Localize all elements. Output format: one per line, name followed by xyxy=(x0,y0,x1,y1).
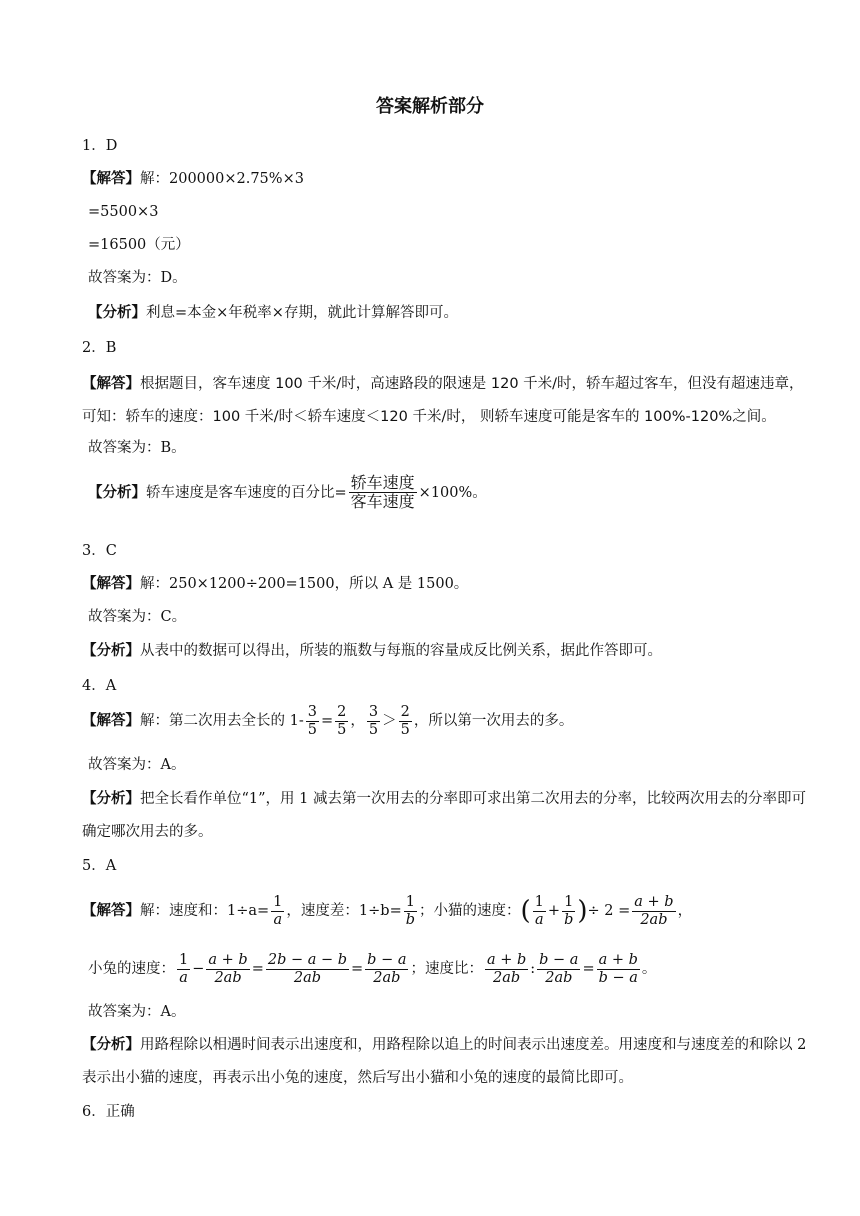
fraction-numerator: a + b xyxy=(634,894,674,910)
fraction-numerator: 2b − a − b xyxy=(267,952,348,968)
q2-solution-text: 根据题目，客车速度 100 千米/时，高速路段的限速是 120 千米/时，轿车超过客车，但没有超速违章，可知：轿车的速度：100 千米/时＜轿车速度＜120 千米/时， 则轿车速度可能是客车的 100%-120%之间。 xyxy=(82,376,804,425)
divide-by-two: ÷ 2 = xyxy=(587,903,631,920)
fraction-numerator: a + b xyxy=(486,952,527,968)
fraction-denominator: 2ab xyxy=(493,969,521,986)
q4-fraction-3 xyxy=(367,704,380,738)
fraction-denominator: a xyxy=(179,969,188,986)
comma: ， xyxy=(350,713,365,730)
q3-number: 3．C xyxy=(82,543,117,559)
q1-solution-line-1 xyxy=(82,169,304,189)
q2-solution xyxy=(82,367,812,434)
fraction-denominator: a xyxy=(534,911,544,928)
comma: ， xyxy=(677,903,693,920)
equals-sign: = xyxy=(251,961,264,978)
fraction-numerator: 1 xyxy=(273,894,283,910)
fraction-denominator: 客车速度 xyxy=(350,492,415,512)
right-paren: ) xyxy=(577,896,588,927)
q2-analysis-end: ×100%。 xyxy=(418,484,487,501)
fraction-numerator: a + b xyxy=(208,952,248,968)
q5-fraction-8 xyxy=(266,952,349,986)
equals-sign: = xyxy=(582,961,595,978)
q4-answer: 故答案为：A。 xyxy=(88,757,186,773)
equals-sign: = xyxy=(320,713,334,730)
q5-text-speed-ratio: ；速度比： xyxy=(410,961,483,978)
q1-answer: 故答案为：D。 xyxy=(88,270,187,286)
q1-number: 1．D xyxy=(82,138,118,154)
solve-tag: 【解答】 xyxy=(82,170,140,187)
q5-analysis xyxy=(82,1028,812,1095)
analysis-tag: 【分析】 xyxy=(82,642,140,659)
page-title: 答案解析部分 xyxy=(376,96,484,117)
fraction-numerator: 2 xyxy=(337,704,347,720)
minus-sign: − xyxy=(192,961,205,978)
q4-solution-text: 解：第二次用去全长的 1- xyxy=(140,713,304,730)
period: 。 xyxy=(641,961,657,978)
greater-than-sign: ＞ xyxy=(382,713,397,730)
left-paren: ( xyxy=(520,896,531,927)
fraction-denominator: a xyxy=(273,911,283,928)
q5-fraction-12 xyxy=(597,952,640,986)
fraction-numerator: 2 xyxy=(400,704,410,720)
fraction-denominator: 5 xyxy=(368,721,379,738)
q4-solution-end: ，所以第一次用去的多。 xyxy=(413,713,574,730)
fraction-denominator: b xyxy=(405,911,416,928)
fraction-numerator: b − a xyxy=(367,952,407,968)
q5-text-speed-diff: ，速度差：1÷b= xyxy=(286,903,402,920)
fraction-denominator: b xyxy=(564,911,574,928)
q2-answer: 故答案为：B。 xyxy=(88,440,186,456)
ratio-colon: : xyxy=(530,961,536,978)
q2-analysis-text: 轿车速度是客车速度的百分比= xyxy=(146,484,347,501)
q5-fraction-5 xyxy=(632,894,675,928)
q5-text-rabbit-speed: 小兔的速度： xyxy=(88,961,175,978)
q5-solution-line-1 xyxy=(82,894,692,928)
analysis-tag: 【分析】 xyxy=(82,790,140,807)
fraction-denominator: 5 xyxy=(337,721,347,738)
q4-fraction-4 xyxy=(399,704,412,738)
fraction-numerator: 3 xyxy=(307,704,317,720)
q5-fraction-7 xyxy=(206,952,249,986)
fraction-denominator: b − a xyxy=(598,969,638,986)
q6-number: 6．正确 xyxy=(82,1104,135,1120)
q4-number: 4．A xyxy=(82,678,117,694)
q1-analysis xyxy=(88,303,458,323)
q5-fraction-10 xyxy=(485,952,528,986)
q1-solution-line-2: =5500×3 xyxy=(88,204,159,220)
q4-solution xyxy=(82,704,573,738)
fraction-denominator: 2ab xyxy=(293,969,321,986)
fraction-numerator: b − a xyxy=(539,952,579,968)
solve-tag: 【解答】 xyxy=(82,902,140,920)
plus-sign: + xyxy=(547,903,561,920)
q3-analysis-text: 从表中的数据可以得出，所装的瓶数与每瓶的容量成反比例关系，据此作答即可。 xyxy=(140,643,662,659)
q5-fraction-11 xyxy=(537,952,580,986)
fraction-denominator: 2ab xyxy=(640,911,668,928)
fraction-numerator: 轿车速度 xyxy=(350,473,415,492)
q5-fraction-1 xyxy=(271,894,284,928)
q3-analysis xyxy=(82,641,662,661)
q2-number: 2．B xyxy=(82,340,117,356)
q1-solution-text: 解：200000×2.75%×3 xyxy=(140,171,304,187)
q3-solution xyxy=(82,574,468,594)
q5-text-speed-sum: 解：速度和：1÷a= xyxy=(140,903,270,920)
fraction-denominator: 2ab xyxy=(373,969,401,986)
equals-sign: = xyxy=(351,961,364,978)
fraction-numerator: 1 xyxy=(564,894,574,910)
q5-answer: 故答案为：A。 xyxy=(88,1004,186,1020)
q5-fraction-6 xyxy=(177,952,190,986)
solve-tag: 【解答】 xyxy=(82,375,140,392)
fraction-denominator: 5 xyxy=(307,721,317,738)
q5-text-cat-speed: ；小猫的速度： xyxy=(419,903,521,920)
fraction-numerator: 3 xyxy=(368,704,379,720)
fraction-denominator: 2ab xyxy=(545,969,573,986)
q5-analysis-text: 用路程除以相遇时间表示出速度和，用路程除以追上的时间表示出速度差。用速度和与速度差的和除以 2 表示出小猫的速度，再表示出小兔的速度，然后写出小猫和小兔的速度的最简比即可。 xyxy=(82,1037,807,1086)
q5-solution-line-2 xyxy=(88,952,656,986)
fraction-numerator: 1 xyxy=(405,894,415,910)
q5-fraction-2 xyxy=(404,894,417,928)
fraction-numerator: a + b xyxy=(598,952,638,968)
q5-number: 5．A xyxy=(82,858,117,874)
fraction-numerator: 1 xyxy=(179,952,189,968)
q4-fraction-2 xyxy=(335,704,348,738)
fraction-numerator: 1 xyxy=(534,894,544,910)
solve-tag: 【解答】 xyxy=(82,712,140,730)
q4-analysis-text: 把全长看作单位“1”，用 1 减去第一次用去的分率即可求出第二次用去的分率，比较两次用去的分率即可确定哪次用去的多。 xyxy=(82,791,806,840)
fraction-denominator: 2ab xyxy=(214,969,242,986)
q3-solution-text: 解：250×1200÷200=1500，所以 A 是 1500。 xyxy=(140,576,469,592)
q4-analysis xyxy=(82,782,812,849)
analysis-tag: 【分析】 xyxy=(88,483,146,501)
q2-fraction xyxy=(349,474,417,512)
fraction-denominator: 5 xyxy=(400,721,410,738)
q5-fraction-3 xyxy=(533,894,546,928)
q1-analysis-text: 利息=本金×年税率×存期，就此计算解答即可。 xyxy=(146,305,458,321)
q2-analysis xyxy=(88,474,487,512)
q5-fraction-4 xyxy=(562,894,575,928)
q5-fraction-9 xyxy=(365,952,408,986)
q1-solution-line-3: =16500（元） xyxy=(88,237,190,253)
solve-tag: 【解答】 xyxy=(82,575,140,592)
q4-fraction-1 xyxy=(306,704,319,738)
q3-answer: 故答案为：C。 xyxy=(88,609,187,625)
analysis-tag: 【分析】 xyxy=(82,1036,140,1053)
analysis-tag: 【分析】 xyxy=(88,304,146,321)
